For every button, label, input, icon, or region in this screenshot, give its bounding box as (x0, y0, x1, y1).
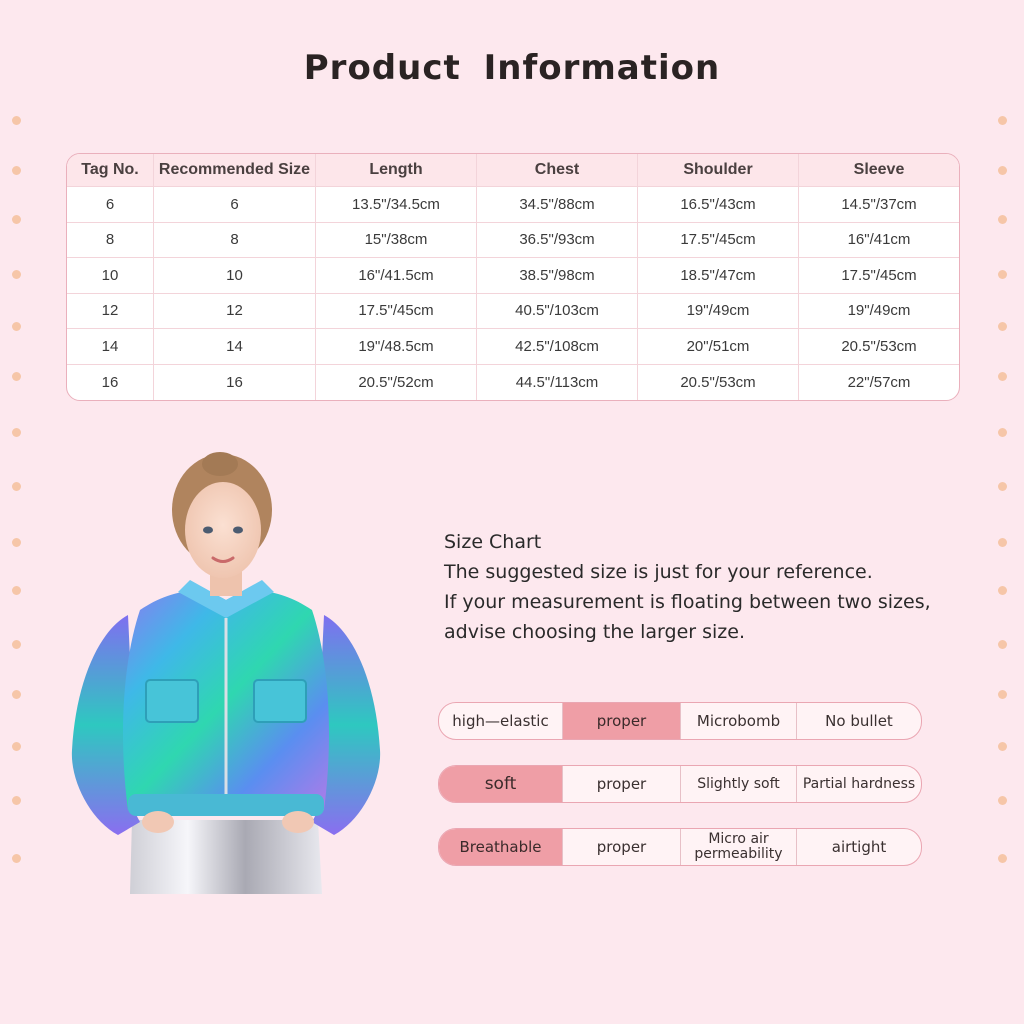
dot (12, 742, 21, 751)
table-cell: 20.5"/52cm (316, 365, 477, 401)
table-cell: 6 (67, 187, 154, 223)
dot (998, 166, 1007, 175)
softness-option: Slightly soft (681, 766, 797, 802)
table-cell: 36.5"/93cm (477, 223, 638, 259)
table-cell: 12 (67, 294, 154, 330)
table-header-cell: Shoulder (638, 154, 799, 187)
left-decorative-dots (12, 0, 24, 1024)
table-cell: 8 (67, 223, 154, 259)
table-header-cell: Recommended Size (154, 154, 316, 187)
dot (12, 116, 21, 125)
table-cell: 13.5"/34.5cm (316, 187, 477, 223)
table-cell: 12 (154, 294, 316, 330)
table-cell: 17.5"/45cm (799, 258, 959, 294)
dot (998, 428, 1007, 437)
dot (12, 322, 21, 331)
table-cell: 44.5"/113cm (477, 365, 638, 401)
size-table (66, 153, 960, 401)
dot (998, 215, 1007, 224)
table-cell: 10 (67, 258, 154, 294)
table-cell: 22"/57cm (847, 373, 911, 391)
table-cell: 16"/41.5cm (316, 258, 477, 294)
table-cell: 10 (154, 258, 316, 294)
table-cell: 14 (154, 329, 316, 365)
breathability-option: Micro air permeability (681, 829, 797, 865)
dot (998, 640, 1007, 649)
size-chart-notes (444, 527, 964, 647)
elasticity-option: Microbomb (681, 703, 797, 739)
table-cell: 6 (154, 187, 316, 223)
elasticity-option-selected: proper (563, 703, 681, 739)
dot (12, 690, 21, 699)
table-cell: 16 (154, 365, 316, 401)
table-cell: 14 (67, 329, 154, 365)
dot (998, 586, 1007, 595)
breathability-option-selected: Breathable (439, 829, 563, 865)
table-cell: 16 (67, 365, 154, 401)
model-photo (70, 450, 382, 894)
notes-line: The suggested size is just for your reference. (444, 561, 873, 583)
elasticity-option: No bullet (825, 711, 893, 730)
dot (12, 215, 21, 224)
table-cell: 19"/48.5cm (316, 329, 477, 365)
dot (998, 482, 1007, 491)
dot (12, 372, 21, 381)
dot (12, 428, 21, 437)
table-cell: 20.5"/53cm (799, 329, 959, 365)
table-cell: 17.5"/45cm (638, 223, 799, 259)
table-cell: 14.5"/37cm (799, 187, 959, 223)
dot (998, 270, 1007, 279)
softness-scale (438, 765, 922, 803)
page-title: Product Information (303, 48, 721, 88)
breathability-scale (438, 828, 922, 866)
table-header-cell: Length (316, 154, 477, 187)
dot (12, 586, 21, 595)
dot (12, 854, 21, 863)
table-cell: 17.5"/45cm (316, 294, 477, 330)
dot (998, 854, 1007, 863)
dot (998, 796, 1007, 805)
notes-line: advise choosing the larger size. (444, 621, 746, 643)
table-header-cell: Chest (477, 154, 638, 187)
notes-line: If your measurement is floating between two sizes, (444, 591, 931, 613)
table-cell: 19"/49cm (799, 294, 959, 330)
table-cell: 42.5"/108cm (477, 329, 638, 365)
dot (12, 538, 21, 547)
right-decorative-dots (998, 0, 1010, 1024)
elasticity-scale (438, 702, 922, 740)
notes-heading: Size Chart (444, 531, 542, 553)
dot (998, 322, 1007, 331)
breathability-option: airtight (831, 837, 887, 856)
table-cell: 40.5"/103cm (477, 294, 638, 330)
table-cell: 38.5"/98cm (477, 258, 638, 294)
table-header-cell: Tag No. (67, 154, 154, 187)
dot (12, 482, 21, 491)
dot (998, 372, 1007, 381)
table-cell: 16"/41cm (799, 223, 959, 259)
dot (998, 538, 1007, 547)
table-cell: 20.5"/53cm (638, 365, 799, 401)
table-header-cell: Sleeve (799, 154, 959, 187)
elasticity-option: high—elastic (439, 703, 563, 739)
dot (12, 640, 21, 649)
dot (12, 796, 21, 805)
softness-option: proper (563, 766, 681, 802)
dot (998, 116, 1007, 125)
softness-option-selected: soft (439, 766, 563, 802)
dot (998, 742, 1007, 751)
dot (998, 690, 1007, 699)
softness-option: Partial hardness (802, 775, 916, 792)
table-cell: 34.5"/88cm (477, 187, 638, 223)
table-cell: 15"/38cm (316, 223, 477, 259)
table-cell: 8 (154, 223, 316, 259)
table-cell: 16.5"/43cm (638, 187, 799, 223)
table-cell: 19"/49cm (638, 294, 799, 330)
table-cell: 18.5"/47cm (638, 258, 799, 294)
breathability-option: proper (563, 829, 681, 865)
dot (12, 270, 21, 279)
dot (12, 166, 21, 175)
table-cell: 20"/51cm (638, 329, 799, 365)
